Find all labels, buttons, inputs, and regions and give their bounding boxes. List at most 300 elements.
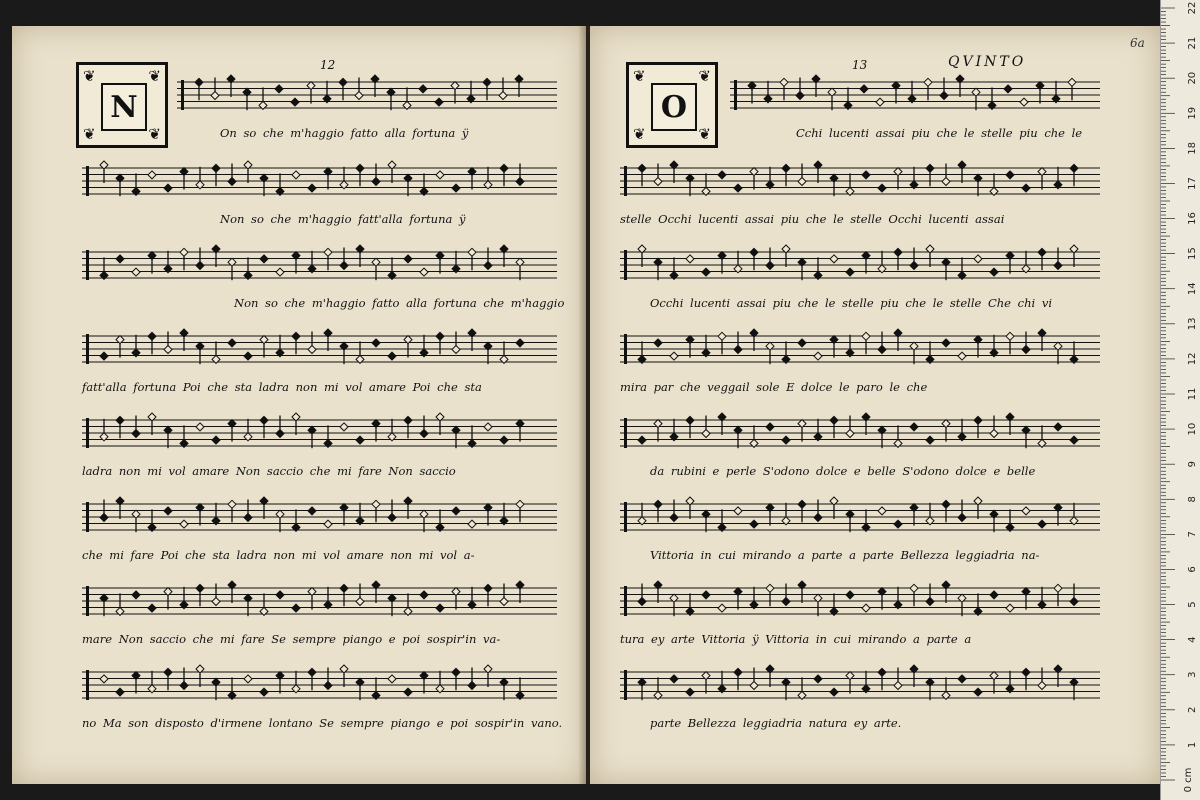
note-mark xyxy=(750,520,758,528)
note-mark xyxy=(340,584,348,606)
note-mark xyxy=(307,82,315,104)
note-mark xyxy=(196,665,204,687)
note-mark xyxy=(324,587,332,609)
note-mark xyxy=(164,668,172,690)
clef-mark xyxy=(86,250,89,280)
note-mark xyxy=(403,87,411,109)
note-mark xyxy=(100,419,108,441)
lyric-line: da rubini e perle S'odono dolce e belle S'odono dolce e belle xyxy=(650,464,1036,478)
music-staff xyxy=(82,412,557,456)
note-mark xyxy=(958,257,966,279)
note-mark xyxy=(766,167,774,189)
lyric-line: ladra non mi vol amare Non saccio che mi fare Non saccio xyxy=(82,464,456,478)
lyric-line: Occhi lucenti assai piu che le stelle piu che le stelle Che chi vi xyxy=(650,296,1053,310)
lyric-line: stelle Occhi lucenti assai piu che le stelle Occhi lucenti assai xyxy=(620,212,1005,226)
note-mark xyxy=(798,677,806,699)
note-mark xyxy=(340,167,348,189)
note-mark xyxy=(862,413,870,435)
initial-letter-right: O xyxy=(651,83,697,131)
note-mark xyxy=(100,161,108,183)
note-mark xyxy=(814,594,822,616)
note-mark xyxy=(260,336,268,358)
note-mark xyxy=(670,257,678,279)
note-mark xyxy=(924,78,932,100)
ruler-number: 1 xyxy=(1187,741,1198,749)
music-staff xyxy=(82,580,557,624)
left-page xyxy=(12,26,586,784)
note-mark xyxy=(766,342,774,364)
clef-mark xyxy=(86,418,89,448)
note-mark xyxy=(100,675,108,683)
note-mark xyxy=(500,164,508,186)
note-mark xyxy=(1038,587,1046,609)
note-mark xyxy=(862,252,870,274)
note-mark xyxy=(1052,81,1060,103)
note-mark xyxy=(846,672,854,694)
note-mark xyxy=(1004,85,1012,93)
note-mark xyxy=(782,164,790,186)
note-mark xyxy=(814,419,822,441)
music-staff xyxy=(620,664,1100,708)
note-mark xyxy=(324,248,332,270)
note-mark xyxy=(388,594,396,616)
note-mark xyxy=(228,677,236,699)
note-mark xyxy=(148,509,156,531)
note-mark xyxy=(1038,425,1046,447)
ruler-number: 6 xyxy=(1187,566,1198,573)
ruler-number: 8 xyxy=(1187,496,1198,503)
note-mark xyxy=(782,341,790,363)
note-mark xyxy=(227,75,235,97)
note-mark xyxy=(910,342,918,364)
note-mark xyxy=(420,268,428,276)
note-mark xyxy=(638,164,646,186)
note-mark xyxy=(292,413,300,435)
note-mark xyxy=(196,423,204,431)
decorated-initial-right: ❦ ❦ ❦ ❦ O xyxy=(626,62,718,148)
note-mark xyxy=(1054,423,1062,431)
note-mark xyxy=(244,594,252,616)
ruler-number: 13 xyxy=(1187,317,1198,331)
note-mark xyxy=(990,173,998,195)
note-mark xyxy=(894,248,902,270)
lyric-line: parte Bellezza leggiadria natura ey arte. xyxy=(650,716,902,730)
note-mark xyxy=(766,423,774,431)
note-mark xyxy=(670,594,678,616)
note-mark xyxy=(798,500,806,522)
note-mark xyxy=(862,332,870,354)
ruler-scale xyxy=(1161,0,1200,800)
note-mark xyxy=(132,335,140,357)
note-mark xyxy=(718,171,726,179)
note-mark xyxy=(116,593,124,615)
clef-mark xyxy=(86,502,89,532)
note-mark xyxy=(638,503,646,525)
ruler-number: 14 xyxy=(1187,282,1198,296)
lyric-line: no Ma son disposto d'irmene lontano Se sempre piango e poi sospir'in vano. xyxy=(82,716,563,730)
note-mark xyxy=(1054,504,1062,526)
lyric-line: fatt'alla fortuna Poi che sta ladra non mi vol amare Poi che sta xyxy=(82,380,482,394)
page-number-left: 12 xyxy=(320,58,336,72)
note-mark xyxy=(1070,503,1078,525)
note-mark xyxy=(452,251,460,273)
note-mark xyxy=(702,335,710,357)
note-mark xyxy=(292,671,300,693)
note-mark xyxy=(974,255,982,263)
note-mark xyxy=(500,436,508,444)
note-mark xyxy=(734,251,742,273)
note-mark xyxy=(420,173,428,195)
note-mark xyxy=(196,167,204,189)
music-staff xyxy=(620,244,1100,288)
note-mark xyxy=(766,584,774,606)
note-mark xyxy=(291,98,299,106)
note-mark xyxy=(260,174,268,196)
music-staff xyxy=(620,580,1100,624)
note-mark xyxy=(974,416,982,438)
note-mark xyxy=(910,423,918,431)
note-mark xyxy=(340,342,348,364)
note-mark xyxy=(228,581,236,603)
note-mark xyxy=(132,672,140,694)
note-mark xyxy=(798,420,806,442)
ruler-number: 4 xyxy=(1187,636,1198,643)
note-mark xyxy=(404,336,412,358)
music-staff xyxy=(82,496,557,540)
note-mark xyxy=(388,419,396,441)
note-mark xyxy=(308,668,316,690)
note-mark xyxy=(356,164,364,186)
note-mark xyxy=(1020,98,1028,106)
note-mark xyxy=(164,588,172,610)
clef-mark xyxy=(734,80,737,110)
note-mark xyxy=(830,593,838,615)
note-mark xyxy=(910,665,918,687)
note-mark xyxy=(180,329,188,351)
note-mark xyxy=(862,509,870,531)
clef-mark xyxy=(624,670,627,700)
note-mark xyxy=(798,258,806,280)
note-mark xyxy=(862,171,870,179)
note-mark xyxy=(195,78,203,100)
note-mark xyxy=(782,436,790,444)
lyric-line: mira par che veggail sole E dolce le paro le che xyxy=(620,380,928,394)
note-mark xyxy=(356,503,364,525)
note-mark xyxy=(116,416,124,438)
note-mark xyxy=(324,520,332,528)
note-mark xyxy=(844,87,852,109)
note-mark xyxy=(654,677,662,699)
note-mark xyxy=(814,257,822,279)
note-mark xyxy=(846,591,854,599)
note-mark xyxy=(228,339,236,347)
note-mark xyxy=(436,604,444,612)
note-mark xyxy=(718,252,726,274)
note-mark xyxy=(974,174,982,196)
music-staff xyxy=(730,74,1100,118)
note-mark xyxy=(387,88,395,110)
note-mark xyxy=(404,416,412,438)
note-mark xyxy=(436,413,444,435)
note-mark xyxy=(276,510,284,532)
note-mark xyxy=(484,342,492,364)
note-mark xyxy=(638,436,646,444)
note-mark xyxy=(956,75,964,97)
note-mark xyxy=(116,497,124,519)
note-mark xyxy=(196,584,204,606)
note-mark xyxy=(686,593,694,615)
note-mark xyxy=(164,251,172,273)
note-mark xyxy=(276,335,284,357)
ruler-number: 11 xyxy=(1187,387,1198,401)
music-staff xyxy=(620,328,1100,372)
note-mark xyxy=(356,245,364,267)
note-mark xyxy=(686,497,694,519)
decorated-initial-left: ❦ ❦ ❦ ❦ N xyxy=(76,62,168,148)
note-mark xyxy=(388,161,396,183)
note-mark xyxy=(638,678,646,700)
note-mark xyxy=(958,419,966,441)
note-mark xyxy=(244,161,252,183)
note-mark xyxy=(1022,184,1030,192)
note-mark xyxy=(308,588,316,610)
note-mark xyxy=(276,173,284,195)
clef-mark xyxy=(86,334,89,364)
note-mark xyxy=(1022,426,1030,448)
note-mark xyxy=(846,173,854,195)
ruler-number: 5 xyxy=(1187,601,1198,608)
note-mark xyxy=(259,87,267,109)
note-mark xyxy=(942,581,950,603)
note-mark xyxy=(452,507,460,515)
note-mark xyxy=(1070,678,1078,700)
note-mark xyxy=(974,497,982,519)
note-mark xyxy=(926,341,934,363)
note-mark xyxy=(212,503,220,525)
note-mark xyxy=(894,587,902,609)
note-mark xyxy=(436,671,444,693)
note-mark xyxy=(468,587,476,609)
note-mark xyxy=(1006,332,1014,354)
note-mark xyxy=(292,332,300,354)
note-mark xyxy=(718,413,726,435)
ruler-number: 22 xyxy=(1187,1,1198,15)
running-head: QVINTO xyxy=(948,54,1027,70)
note-mark xyxy=(452,184,460,192)
note-mark xyxy=(1038,329,1046,351)
music-staff xyxy=(82,244,557,288)
note-mark xyxy=(420,672,428,694)
note-mark xyxy=(702,672,710,694)
note-mark xyxy=(1070,164,1078,186)
note-mark xyxy=(1022,251,1030,273)
note-mark xyxy=(1054,665,1062,687)
note-mark xyxy=(670,419,678,441)
note-mark xyxy=(196,342,204,364)
clef-mark xyxy=(624,418,627,448)
note-mark xyxy=(516,339,524,347)
note-mark xyxy=(654,500,662,522)
note-mark xyxy=(324,425,332,447)
note-mark xyxy=(484,584,492,606)
note-mark xyxy=(1054,167,1062,189)
note-mark xyxy=(876,98,884,106)
right-page xyxy=(590,26,1160,784)
note-mark xyxy=(228,258,236,280)
note-mark xyxy=(308,426,316,448)
note-mark xyxy=(1070,436,1078,444)
note-mark xyxy=(718,332,726,354)
note-mark xyxy=(356,436,364,444)
note-mark xyxy=(766,504,774,526)
note-mark xyxy=(862,671,870,693)
note-mark xyxy=(164,507,172,515)
note-mark xyxy=(388,257,396,279)
note-mark xyxy=(468,329,476,351)
note-mark xyxy=(974,593,982,615)
note-mark xyxy=(484,504,492,526)
note-mark xyxy=(750,248,758,270)
note-mark xyxy=(878,588,886,610)
lyric-line: tura ey arte Vittoria ÿ Vittoria in cui mirando a parte a xyxy=(620,632,972,646)
note-mark xyxy=(830,416,838,438)
note-mark xyxy=(1006,171,1014,179)
note-mark xyxy=(718,509,726,531)
note-mark xyxy=(670,675,678,683)
note-mark xyxy=(212,678,220,700)
note-mark xyxy=(846,335,854,357)
note-mark xyxy=(1022,588,1030,610)
note-mark xyxy=(1038,168,1046,190)
note-mark xyxy=(828,88,836,110)
note-mark xyxy=(894,329,902,351)
note-mark xyxy=(260,255,268,263)
note-mark xyxy=(894,425,902,447)
note-mark xyxy=(116,255,124,263)
note-mark xyxy=(926,503,934,525)
music-staff xyxy=(620,160,1100,204)
note-mark xyxy=(942,258,950,280)
note-mark xyxy=(958,161,966,183)
note-mark xyxy=(910,504,918,526)
note-mark xyxy=(654,420,662,442)
note-mark xyxy=(638,341,646,363)
clef-mark xyxy=(624,502,627,532)
note-mark xyxy=(435,98,443,106)
music-staff xyxy=(177,74,557,118)
note-mark xyxy=(180,520,188,528)
ruler-number: 21 xyxy=(1187,36,1198,50)
note-mark xyxy=(372,581,380,603)
ruler-unit-label: 0 cm xyxy=(1183,767,1194,793)
clef-mark xyxy=(624,586,627,616)
note-mark xyxy=(1054,342,1062,364)
note-mark xyxy=(846,268,854,276)
music-staff xyxy=(620,412,1100,456)
note-mark xyxy=(1038,520,1046,528)
lyric-line: Non so che m'haggio fatt'alla fortuna ÿ xyxy=(220,212,466,226)
note-mark xyxy=(846,510,854,532)
note-mark xyxy=(292,604,300,612)
ruler-number: 7 xyxy=(1187,531,1198,538)
clef-mark xyxy=(624,166,627,196)
note-mark xyxy=(830,497,838,519)
note-mark xyxy=(404,255,412,263)
note-mark xyxy=(436,509,444,531)
note-mark xyxy=(148,671,156,693)
note-mark xyxy=(356,678,364,700)
note-mark xyxy=(244,419,252,441)
note-mark xyxy=(734,426,742,448)
note-mark xyxy=(942,677,950,699)
lyric-line: On so che m'haggio fatto alla fortuna ÿ xyxy=(220,126,469,140)
note-mark xyxy=(958,594,966,616)
note-mark xyxy=(750,425,758,447)
note-mark xyxy=(148,413,156,435)
ruler-number: 12 xyxy=(1187,352,1198,366)
note-mark xyxy=(132,173,140,195)
clef-mark xyxy=(181,80,184,110)
note-mark xyxy=(420,510,428,532)
note-mark xyxy=(516,677,524,699)
note-mark xyxy=(148,604,156,612)
note-mark xyxy=(452,426,460,448)
initial-letter-left: N xyxy=(101,83,147,131)
note-mark xyxy=(860,85,868,93)
note-mark xyxy=(1036,82,1044,104)
note-mark xyxy=(830,255,838,263)
clef-mark xyxy=(86,670,89,700)
note-mark xyxy=(1006,413,1014,435)
clef-mark xyxy=(624,250,627,280)
note-mark xyxy=(276,672,284,694)
clef-mark xyxy=(624,334,627,364)
note-mark xyxy=(371,75,379,97)
note-mark xyxy=(830,336,838,358)
note-mark xyxy=(228,420,236,442)
note-mark xyxy=(798,581,806,603)
note-mark xyxy=(404,688,412,696)
note-mark xyxy=(926,436,934,444)
note-mark xyxy=(972,88,980,110)
note-mark xyxy=(483,78,491,100)
note-mark xyxy=(484,665,492,687)
note-mark xyxy=(404,174,412,196)
note-mark xyxy=(340,665,348,687)
note-mark xyxy=(212,341,220,363)
note-mark xyxy=(132,510,140,532)
note-mark xyxy=(1068,78,1076,100)
ruler-number: 9 xyxy=(1187,460,1198,468)
note-mark xyxy=(404,593,412,615)
note-mark xyxy=(276,591,284,599)
note-mark xyxy=(372,500,380,522)
note-mark xyxy=(164,184,172,192)
page-number-right: 13 xyxy=(852,58,868,72)
note-mark xyxy=(830,174,838,196)
ruler-number: 3 xyxy=(1187,671,1198,678)
note-mark xyxy=(292,509,300,531)
note-mark xyxy=(718,671,726,693)
note-mark xyxy=(812,75,820,97)
note-mark xyxy=(734,184,742,192)
note-mark xyxy=(196,504,204,526)
note-mark xyxy=(372,677,380,699)
note-mark xyxy=(1070,341,1078,363)
note-mark xyxy=(484,167,492,189)
note-mark xyxy=(830,688,838,696)
note-mark xyxy=(1006,252,1014,274)
